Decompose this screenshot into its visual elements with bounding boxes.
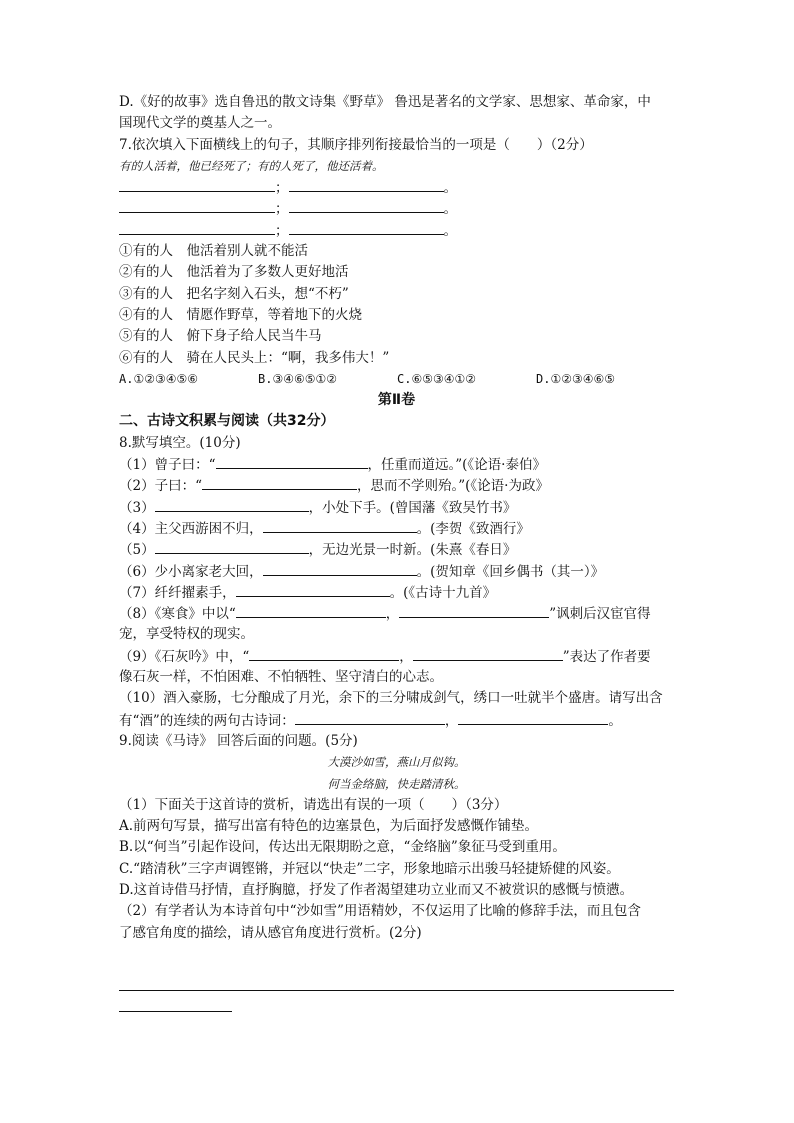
q9-sub1-stem: （1）下面关于这首诗的赏析，请选出有误的一项（ ）（3分） — [119, 796, 508, 813]
q8-blank[interactable] — [458, 710, 608, 725]
q7-blank-row-1: ； 。 — [119, 177, 674, 198]
q8-blank[interactable] — [202, 475, 357, 490]
exam-page — [119, 92, 674, 944]
q9-option-b[interactable]: B.以“何当”引起作设问，传达出无限期盼之意，“金络脑”象征马受到重用。 — [119, 839, 566, 856]
q9-option-a[interactable]: A.前两句写景，描写出富有特色的边塞景色，为后面抒发感慨作铺垫。 — [119, 818, 539, 835]
q7-option-d[interactable]: D.①②③④⑥⑤ — [536, 371, 615, 386]
answer-line[interactable] — [119, 990, 674, 991]
q7-blank[interactable] — [119, 177, 275, 192]
section-heading: 二、古诗文积累与阅读（共32分） — [119, 413, 335, 430]
q8-item-9: （9）《石灰吟》中，“ ， ”表达了作者要 — [119, 646, 674, 667]
q8-item-8-cont: 宠，享受特权的现实。 — [119, 626, 254, 643]
volume-title: 第Ⅱ卷 — [377, 392, 416, 409]
q8-stem: 8.默写填空。(10分) — [119, 434, 241, 451]
q8-item-6: （6）少小离家老大回， 。(贺知章《回乡偶书（其一）》 — [119, 561, 674, 582]
q9-sub2-line2: 了感官角度的描绘，请从感官角度进行赏析。(2分) — [119, 924, 422, 941]
q8-item-2: （2）子曰：“ ，思而不学则殆。”(《论语·为政》 — [119, 475, 674, 496]
q7-stem: 7.依次填入下面横线上的句子，其顺序排列衔接最恰当的一项是（ ）（2分） — [119, 136, 593, 153]
q8-item-4: （4）主父西游困不归， 。(李贺《致酒行》 — [119, 518, 674, 539]
q9-stem: 9.阅读《马诗》 回答后面的问题。(5分) — [119, 732, 358, 749]
q9-option-d[interactable]: D.这首诗借马抒情，直抒胸臆，抒发了作者渴望建功立业而又不被赏识的感慨与愤懑。 — [119, 881, 634, 898]
q7-blank[interactable] — [289, 177, 444, 192]
q7-item: ⑥有的人 骑在人民头上：“啊，我多伟大！” — [119, 349, 390, 366]
q8-blank[interactable] — [236, 582, 390, 597]
q8-item-8: （8）《寒食》中以“ ， ”讽刺后汉宦官得 — [119, 603, 674, 624]
q7-item: ⑤有的人 俯下身子给人民当牛马 — [119, 328, 322, 345]
q8-item-1: （1）曾子曰：“ ，任重而道远。”(《论语·泰伯》 — [119, 454, 674, 475]
q7-given-sentence: 有的人活着，他已经死了；有的人死了，他还活着。 — [119, 158, 384, 173]
q9-sub2-line1: （2）有学者认为本诗首句中“沙如雪”用语精妙，不仅运用了比喻的修辞手法，而且包含 — [119, 903, 641, 920]
q7-option-c[interactable]: C.⑥⑤③④①② — [397, 371, 476, 386]
q9-option-c[interactable]: C.“踏清秋”三字声调铿锵，并冠以“快走”二字，形象地暗示出骏马轻捷矫健的风姿。 — [119, 860, 620, 877]
q7-item: ①有的人 他活着别人就不能活 — [119, 243, 308, 260]
q8-blank[interactable] — [263, 518, 417, 533]
q7-blank[interactable] — [119, 198, 275, 213]
q8-item-3: （3） ，小处下手。(曾国藩《致吴竹书》 — [119, 497, 674, 518]
q8-blank[interactable] — [399, 603, 549, 618]
q8-item-10-cont: 有“酒”的连续的两句古诗词： ， 。 — [119, 710, 674, 731]
q8-blank[interactable] — [295, 710, 445, 725]
q7-item: ③有的人 把名字刻入石头，想“不朽” — [119, 285, 349, 302]
q7-blank-row-2: ； 。 — [119, 198, 674, 219]
q6-option-d-line2: 国现代文学的奠基人之一。 — [119, 115, 281, 132]
answer-line-short[interactable] — [119, 1011, 232, 1012]
q8-blank[interactable] — [155, 497, 309, 512]
q8-blank[interactable] — [216, 454, 368, 469]
q7-option-b[interactable]: B.③④⑥⑤①② — [258, 371, 337, 386]
q8-item-9-cont: 像石灰一样，不怕困难、不怕牺牲、坚守清白的心志。 — [119, 669, 443, 686]
poem-line-1: 大漠沙如雪，燕山月似钩。 — [327, 755, 466, 770]
q8-blank[interactable] — [236, 603, 386, 618]
q8-blank[interactable] — [263, 561, 417, 576]
q8-blank[interactable] — [413, 646, 563, 661]
q7-blank-row-3: ； 。 — [119, 220, 674, 241]
q8-item-5: （5） ，无边光景一时新。(朱熹《春日》 — [119, 539, 674, 560]
q8-item-10: （10）酒入豪肠，七分酿成了月光，余下的三分啸成剑气，绣口一吐就半个盛唐。请写出含 — [119, 690, 663, 707]
q8-item-7: （7）纤纤擢素手， 。(《古诗十九首》 — [119, 582, 674, 603]
poem-line-2: 何当金络脑，快走踏清秋。 — [327, 776, 466, 791]
q8-blank[interactable] — [155, 539, 309, 554]
q7-blank[interactable] — [289, 220, 444, 235]
q8-blank[interactable] — [249, 646, 399, 661]
q7-options — [119, 369, 674, 390]
q6-option-d-line1: D.《好的故事》选自鲁迅的散文诗集《野草》 鲁迅是著名的文学家、思想家、革命家，中 — [119, 94, 651, 110]
q7-item: ④有的人 情愿作野草，等着地下的火烧 — [119, 306, 362, 323]
q7-blank[interactable] — [289, 198, 444, 213]
q7-blank[interactable] — [119, 220, 275, 235]
q7-option-a[interactable]: A.①②③④⑤⑥ — [119, 371, 198, 386]
q7-item: ②有的人 他活着为了多数人更好地活 — [119, 264, 349, 281]
